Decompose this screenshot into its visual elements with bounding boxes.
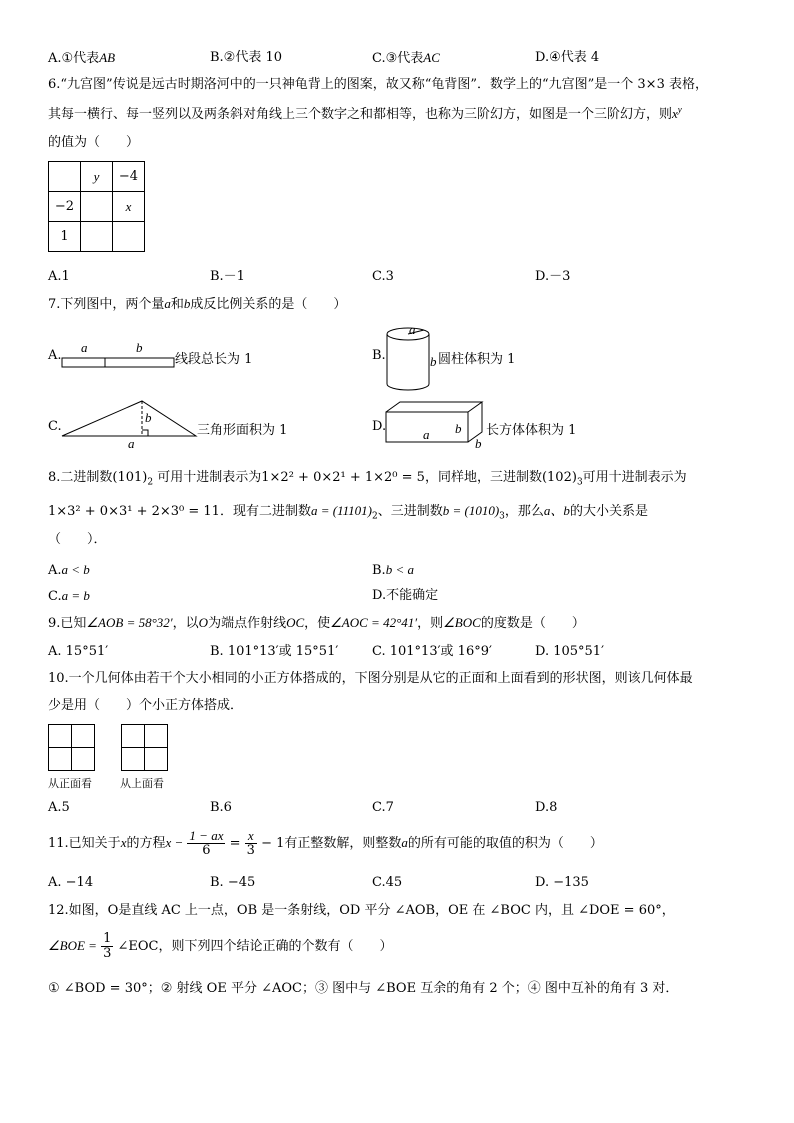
grid-cell: 1 [49,222,81,252]
q11-option-c: C.45 [372,875,403,890]
top-view-figure [121,724,168,771]
q8-stem-line2: 1×3² + 0×3¹ + 2×3⁰ = 11．现有二进制数$a = (11101)_2$、三进制数$b = (1010)_3$，那么a、b的大小关系是 [48,503,648,522]
q8-option-b: B.b < a [372,562,414,578]
grid-cell: y [81,162,113,192]
q5-option-d: D.④代表 4 [535,50,600,65]
grid-cell [81,192,113,222]
q5-option-a: A.①代表AB [48,50,116,66]
q7b-var-b: b [430,354,437,369]
q9-stem: 9.已知∠AOB = 58°32′，以O为端点作射线OC，使∠AOC = 42°41′，则∠BOC的度数是（ ） [48,615,585,631]
segment-figure [60,338,178,378]
fraction: $\frac{1 - ax}{6}$ [189,828,224,858]
q8-option-c: C.a = b [48,588,90,604]
q10-stem-line1: 10.一个几何体由若干个大小相同的小正方体搭成的，下图分别是从它的正面和上面看到的形状图，则该几何体最 [48,671,693,686]
grid-cell [113,222,145,252]
q7-stem: 7.下列图中，两个量a和b成反比例关系的是（ ） [48,296,347,312]
q12-statements: ① ∠BOD = 30°；② 射线 OE 平分 ∠AOC；③ 图中与 ∠BOE 互余的角有 2 个；④ 图中互补的角有 3 对． [48,981,679,996]
q6-stem-line3: 的值为（ ） [48,135,140,150]
q11-option-b: B. −45 [210,875,256,890]
q7-option-a-text: 线段总长为 1 [175,352,253,367]
q5-option-c: C.③代表AC [372,50,440,66]
front-view-caption: 从正面看 [48,777,92,790]
q10-option-b: B.6 [210,800,232,815]
q8-option-d: D.不能确定 [372,588,439,603]
q11-option-d: D. −135 [535,875,589,890]
q11-option-a: A. −14 [48,875,94,890]
cuboid-figure [384,400,488,446]
triangle-figure [60,398,200,440]
grid-cell: x [113,192,145,222]
grid-cell: −2 [49,192,81,222]
q10-stem-line2: 少是用（ ）个小正方体搭成． [48,698,244,713]
q11-stem: 11.已知关于x的方程x − $\frac{1 - ax}{6}$ = $\frac{x}{3}$ − 1有正整数解，则整数a的所有可能的取值的积为（ ） [48,828,603,858]
q6-option-a: A.1 [48,269,70,284]
fraction: $\frac{x}{3}$ [246,828,255,858]
q7c-var-a: a [128,436,135,451]
q7-option-b-text: 圆柱体积为 1 [438,352,516,367]
q12-stem-line2: ∠BOE = $\frac{1}{3}$ ∠EOC，则下列四个结论正确的个数有（ ） [48,931,393,961]
q7-option-c-label: C. [48,419,62,434]
q7-option-b-label: B. [372,348,386,363]
q9-option-b: B. 101°13′或 15°51′ [210,644,339,659]
q10-option-d: D.8 [535,800,558,815]
q7d-var-b2: b [475,436,482,451]
fraction: $\frac{1}{3}$ [103,931,112,961]
grid-cell [49,162,81,192]
q8-stem-line3: （ ）． [48,532,107,547]
q7d-var-a: a [423,427,430,442]
q7d-var-b: b [455,421,462,436]
q10-option-a: A.5 [48,800,70,815]
grid-cell [81,222,113,252]
q7c-var-b: b [145,410,152,425]
grid-cell: −4 [113,162,145,192]
q6-stem-line1: 6.“九宫图”传说是远古时期洛河中的一只神龟背上的图案，故又称“龟背图”．数学上的“九宫图”是一个 3×3 表格， [48,77,708,92]
q6-option-b: B.－1 [210,269,245,284]
q6-stem-line2: 其每一横行、每一竖列以及两条斜对角线上三个数字之和都相等，也称为三阶幻方，如图是一个三阶幻方，则$x^y$ [48,104,682,122]
q7-option-d-text: 长方体体积为 1 [486,423,577,438]
q6-option-c: C.3 [372,269,394,284]
top-view-caption: 从上面看 [120,777,164,790]
q9-option-a: A. 15°51′ [48,644,109,659]
q7a-var-b: b [136,340,143,355]
q7-option-d-label: D. [372,419,387,434]
front-view-figure [48,724,95,771]
q9-option-d: D. 105°51′ [535,644,605,659]
q6-option-d: D.－3 [535,269,571,284]
q7b-var-a: a [409,322,416,337]
q7-option-c-text: 三角形面积为 1 [197,423,288,438]
q7a-var-a: a [81,340,88,355]
q12-stem-line1: 12.如图，O是直线 AC 上一点，OB 是一条射线，OD 平分 ∠AOB，OE 在 ∠BOC 内，且 ∠DOE = 60°， [48,903,675,918]
magic-square-grid [48,161,145,252]
q9-option-c: C. 101°13′或 16°9′ [372,644,492,659]
q7-option-a-label: A. [48,348,62,363]
q5-option-b: B.②代表 10 [210,50,283,65]
q8-option-a: A.a < b [48,562,90,578]
q8-stem-line1: 8.二进制数$(101)_2$ 可用十进制表示为1×2² + 0×2¹ + 1×2⁰ = 5，同样地，三进制数$(102)_3$可用十进制表示为 [48,470,687,488]
q10-option-c: C.7 [372,800,394,815]
